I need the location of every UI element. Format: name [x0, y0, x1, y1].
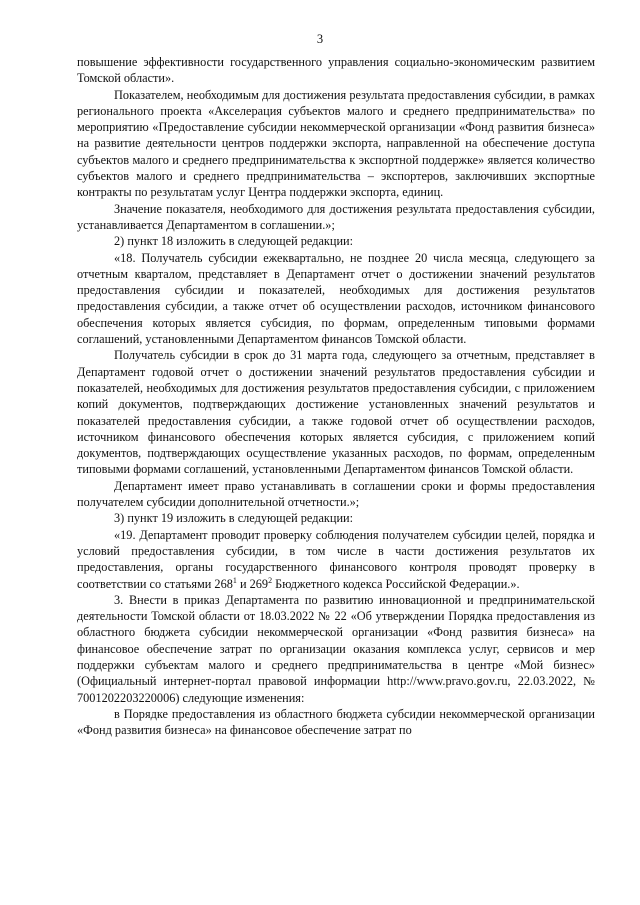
page-number: 3 [316, 32, 324, 46]
paragraph-indicator-definition: Показателем, необходимым для достижения результата предоставления субсидии, в рамках регионального проекта «Акселерация субъектов малого и среднего предпринимательства» по мероприятию «Предоставление субсидии некоммерческой организации «Фонд развития бизнеса» на развитие деятельности центров поддержки экспорта, направленной на обеспечение доступа субъектов малого и среднего предпринимательства к экспортной поддержке» является количество субъектов малого и среднего предпринимательства – экспортеров, заключивших экспортные контракты по результатам услуг Центра поддержки экспорта, единиц. [77, 87, 595, 200]
clause-19-text-c: Бюджетного кодекса Российской Федерации.». [272, 576, 520, 591]
footnote-sup-2: 2 [268, 575, 273, 585]
document-body [77, 54, 595, 738]
paragraph-procedure-changes: в Порядке предоставления из областного бюджета субсидии некоммерческой организации «Фонд развития бизнеса» на финансовое обеспечение затрат по [77, 706, 595, 738]
paragraph-clause-18: «18. Получатель субсидии ежеквартально, не позднее 20 числа месяца, следующего за отчетным кварталом, представляет в Департамент отчет о достижении значений результатов предоставления субсидии и показателей, необходимых для достижения результатов предоставления субсидии, а также отчет об осуществлении расходов, источником финансового обеспечения которых является субсидия, по формам, определенным типовыми формами соглашений, установленными Департаментом финансов Томской области. [77, 250, 595, 347]
paragraph-clause-19 [77, 527, 595, 592]
paragraph-section-3: 3. Внести в приказ Департамента по развитию инновационной и предпринимательской деятельности Томской области от 18.03.2022 № 22 «Об утверждении Порядка предоставления из областного бюджета субсидии некоммерческой организации «Фонд развития бизнеса» на финансовое обеспечение затрат по организации оказания комплекса услуг, сервисов и мер поддержки субъектам малого и среднего предпринимательства в центре «Мой бизнес» (Официальный интернет-портал правовой информации http://www.pravo.gov.ru, 22.03.2022, № 7001202203220006) следующие изменения: [77, 592, 595, 705]
paragraph-continuation: повышение эффективности государственного управления социально-экономическим развитием Томской области». [77, 55, 595, 86]
paragraph-item-2-intro: 2) пункт 18 изложить в следующей редакции: [114, 234, 354, 249]
paragraph-item-3-intro: 3) пункт 19 изложить в следующей редакции: [114, 511, 354, 526]
clause-19-text-b: и 269 [236, 576, 269, 591]
clause-19-text-a: «19. Департамент проводит проверку соблюдения получателем субсидии целей, порядка и условий предоставления субсидии, в том числе в части достижения результатов их предоставления, органы государственного финансового контроля проводят проверку в соответствии со статьями 268 [77, 527, 595, 591]
paragraph-annual-report: Получатель субсидии в срок до 31 марта года, следующего за отчетным, представляет в Департамент годовой отчет о достижении значений результатов предоставления субсидии и показателей, необходимых для достижения результатов предоставления субсидии, с приложением копий документов, подтверждающих достижение установленных значений результатов и показателей предоставления субсидии, а также годовой отчет об осуществлении расходов, источником финансового обеспечения которых является субсидия, с приложением копий документов, подтверждающих осуществление указанных расходов, по формам, определенным типовыми формами соглашений, установленными Департаментом финансов Томской области. [77, 348, 595, 477]
footnote-sup-1: 1 [232, 575, 237, 585]
paragraph-indicator-value: Значение показателя, необходимого для достижения результата предоставления субсидии, устанавливается Департаментом в соглашении.»; [77, 201, 595, 232]
paragraph-additional-reporting: Департамент имеет право устанавливать в соглашении сроки и формы предоставления получателем субсидии дополнительной отчетности.»; [77, 478, 595, 510]
